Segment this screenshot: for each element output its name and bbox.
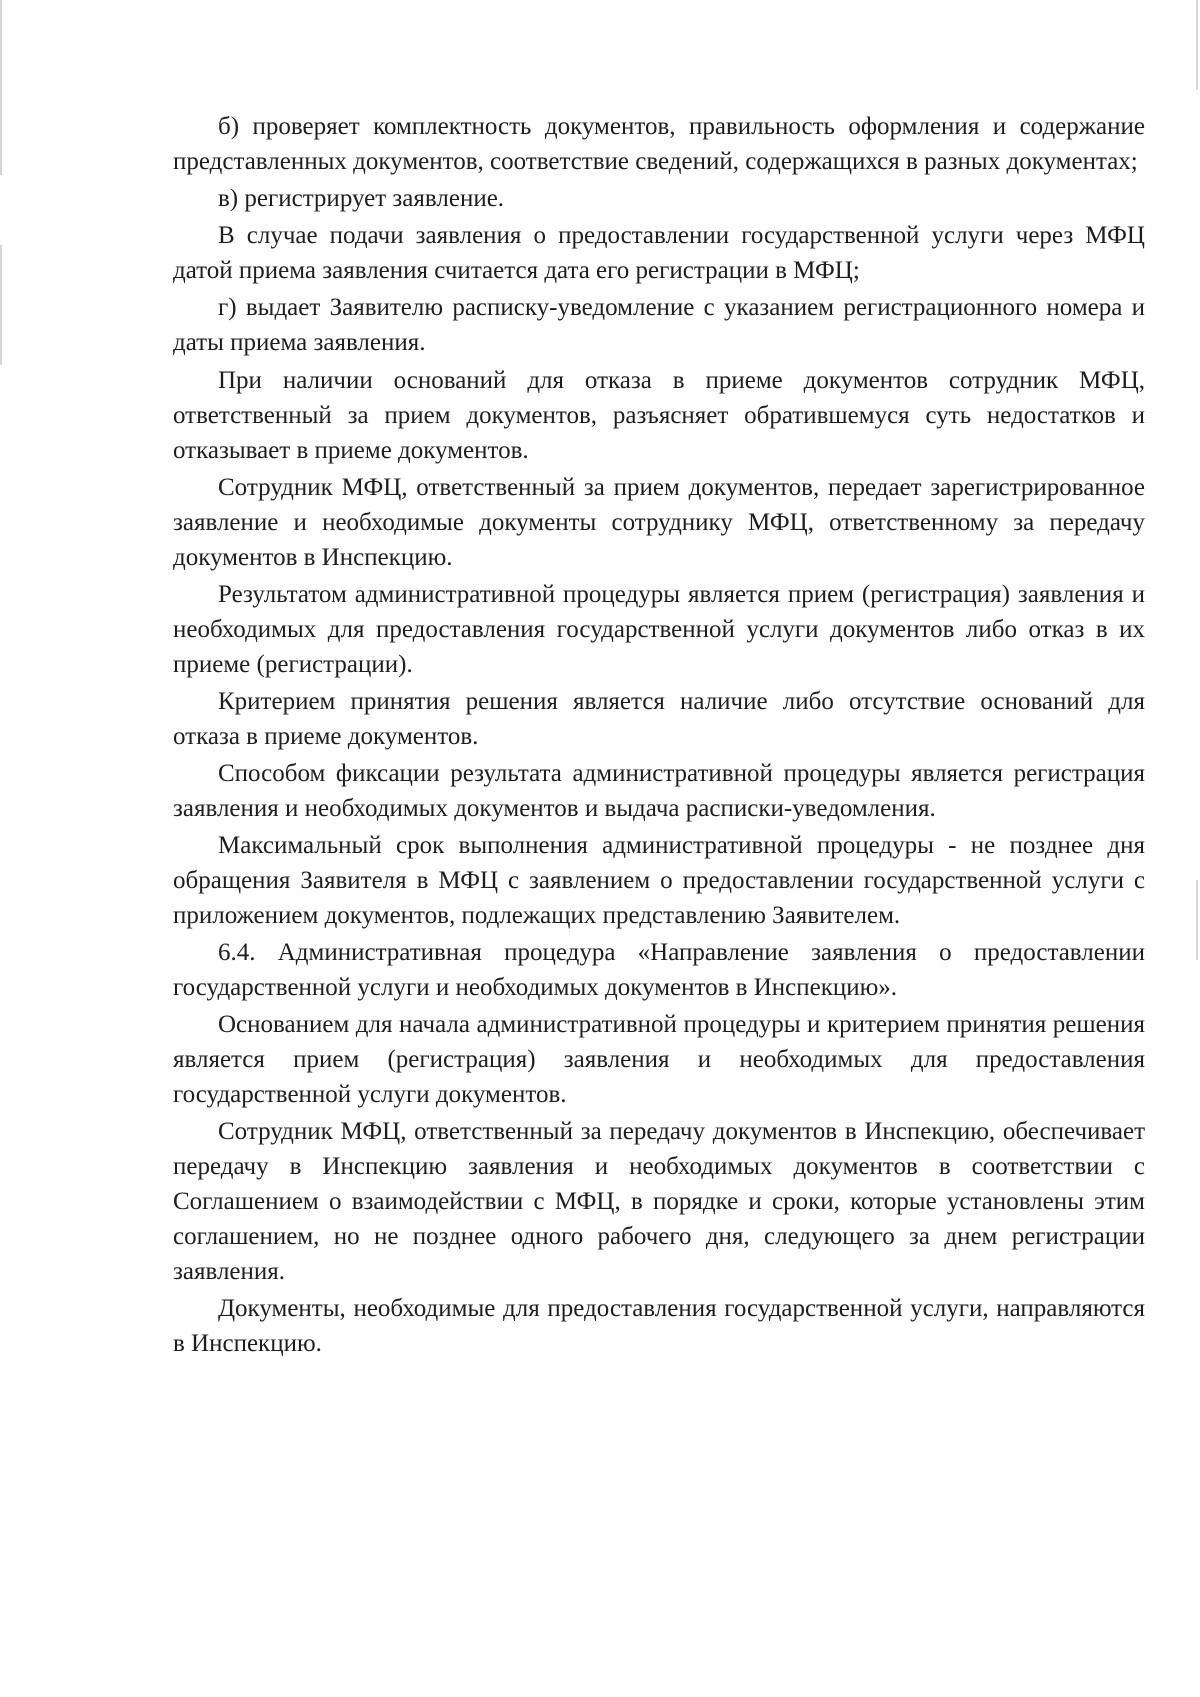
paragraph-item-b: б) проверяет комплектность документов, правильность оформления и содержание представленных документов, соответствие сведений, содержащихся в разных документах; bbox=[173, 113, 1145, 175]
paragraph-transfer-to-inspection: Сотрудник МФЦ, ответственный за передачу документов в Инспекцию, обеспечивает передачу в Инспекцию заявления и необходимых документов в соответствии с Соглашением о взаимодействии с МФЦ, в порядке и сроки, которые установлены этим соглашением, но не позднее одного рабочего дня, следующего за днем регистрации заявления. bbox=[173, 1118, 1145, 1285]
scan-edge-mark bbox=[0, 245, 2, 365]
paragraph-documents-sent: Документы, необходимые для предоставления государственной услуги, направляются в Инспекцию. bbox=[173, 1295, 1145, 1357]
paragraph-item-g: г) выдает Заявителю расписку-уведомление с указанием регистрационного номера и даты приема заявления. bbox=[173, 294, 1145, 356]
scan-edge-mark bbox=[0, 0, 2, 175]
paragraph-fixation-method: Способом фиксации результата административной процедуры является регистрация заявления и необходимых документов и выдача расписки-уведомления. bbox=[173, 760, 1145, 822]
document-body bbox=[173, 109, 1145, 1363]
scan-edge-mark bbox=[1196, 880, 1198, 960]
paragraph-item-v: в) регистрирует заявление. bbox=[218, 185, 505, 212]
paragraph-decision-criterion: Критерием принятия решения является наличие либо отсутствие оснований для отказа в приеме документов. bbox=[173, 688, 1145, 750]
paragraph-result: Результатом административной процедуры является прием (регистрация) заявления и необходимых для предоставления государственной услуги документов либо отказ в их приеме (регистрации). bbox=[173, 581, 1145, 678]
paragraph-start-basis: Основанием для начала административной процедуры и критерием принятия решения является прием (регистрация) заявления и необходимых для предоставления государственной услуги документов. bbox=[173, 1011, 1145, 1108]
paragraph-refusal-grounds: При наличии оснований для отказа в приеме документов сотрудник МФЦ, ответственный за прием документов, разъясняет обратившемуся суть недостатков и отказывает в приеме документов. bbox=[173, 367, 1145, 464]
paragraph-max-term: Максимальный срок выполнения административной процедуры - не позднее дня обращения Заявителя в МФЦ с заявлением о предоставлении государственной услуги с приложением документов, подлежащих представлению Заявителем. bbox=[173, 832, 1145, 929]
section-heading-6-4: 6.4. Административная процедура «Направление заявления о предоставлении государственной услуги и необходимых документов в Инспекцию». bbox=[173, 939, 1145, 1001]
scan-edge-mark bbox=[1196, 0, 1198, 90]
paragraph-transfer-to-employee: Сотрудник МФЦ, ответственный за прием документов, передает зарегистрированное заявление и необходимые документы сотруднику МФЦ, ответственному за передачу документов в Инспекцию. bbox=[173, 474, 1145, 571]
paragraph-receipt-date: В случае подачи заявления о предоставлении государственной услуги через МФЦ датой приема заявления считается дата его регистрации в МФЦ; bbox=[173, 222, 1145, 284]
